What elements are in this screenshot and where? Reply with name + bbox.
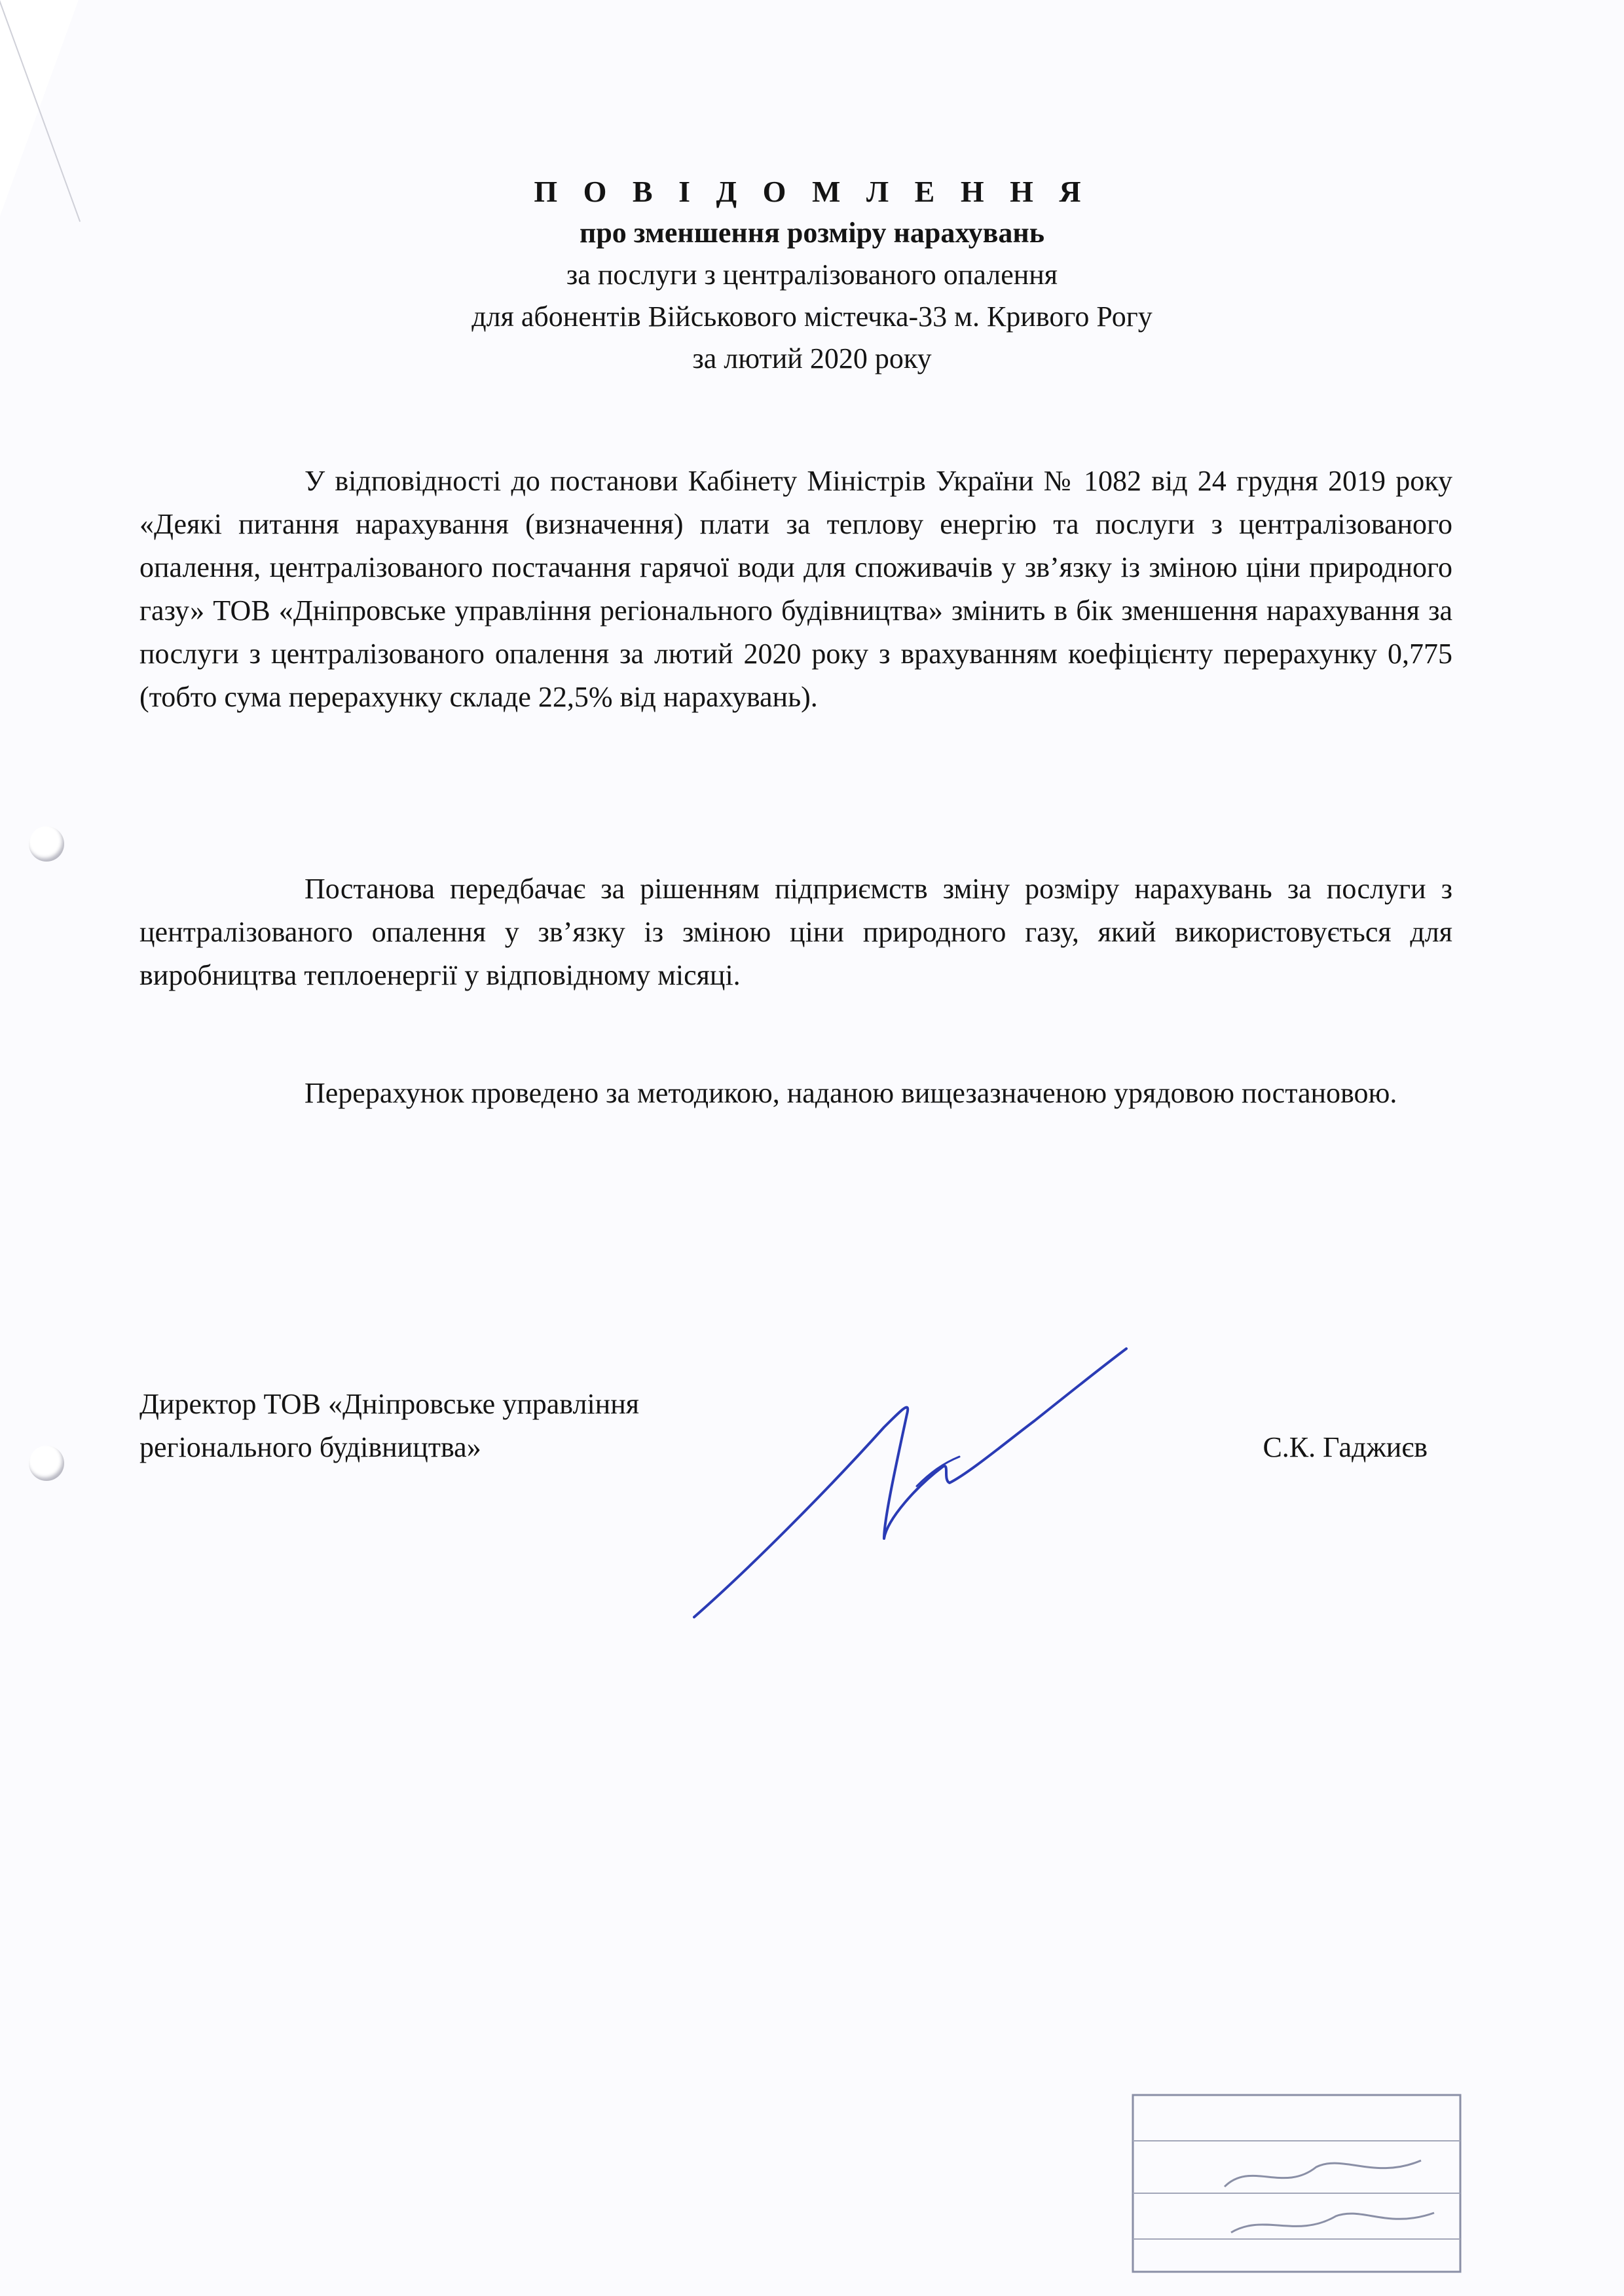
signatory-name: С.К. Гаджиєв <box>1263 1431 1428 1463</box>
registration-stamp <box>1126 2082 1467 2278</box>
document-subheading: про зменшення розміру нарахувань <box>579 217 1045 249</box>
title-line-2: для абонентів Військового містечка-33 м. Кривого Рогу <box>471 301 1153 333</box>
title-line-3: за лютий 2020 року <box>692 342 932 374</box>
signatory-position-line-1: Директор ТОВ «Дніпровське управління <box>139 1388 639 1420</box>
document-title-block <box>0 172 1624 380</box>
signatory-position-line-2: регіонального будівництва» <box>139 1431 481 1463</box>
paragraph-2 <box>139 867 1452 997</box>
paragraph-3-text: Перерахунок проведено за методикою, наданою вищезазначеною урядовою постановою. <box>304 1077 1397 1109</box>
signatory-position <box>139 1383 639 1469</box>
handwritten-signature <box>668 1322 1139 1630</box>
paragraph-1-text: У відповідності до постанови Кабінету Міністрів України № 1082 від 24 грудня 2019 року «Деякі питання нарахування (визначення) плати за теплову енергію та послуги з централізованого опалення, централізованого постачання гарячої води для споживачів у зв’язку із зміною ціни природного газу» ТОВ «Дніпровське управління регіонального будівництва» змінить в бік зменшення нарахування за послуги з централізованого опалення за лютий 2020 року з врахуванням коефіцієнту перерахунку 0,775 (тобто сума перерахунку складе 22,5% від нарахувань). <box>139 465 1452 713</box>
document-heading: П О В І Д О М Л Е Н Н Я <box>534 175 1090 208</box>
paragraph-3 <box>139 1072 1452 1115</box>
paragraph-1 <box>139 460 1452 719</box>
title-line-1: за послуги з централізованого опалення <box>566 259 1058 291</box>
paragraph-2-text: Постанова передбачає за рішенням підприємств зміну розміру нарахувань за послуги з централізованого опалення у зв’язку із зміною ціни природного газу, який використовується для виробництва теплоенергії у відповідному місяці. <box>139 873 1452 991</box>
punch-hole-lower <box>29 1446 64 1481</box>
punch-hole-upper <box>29 826 64 862</box>
